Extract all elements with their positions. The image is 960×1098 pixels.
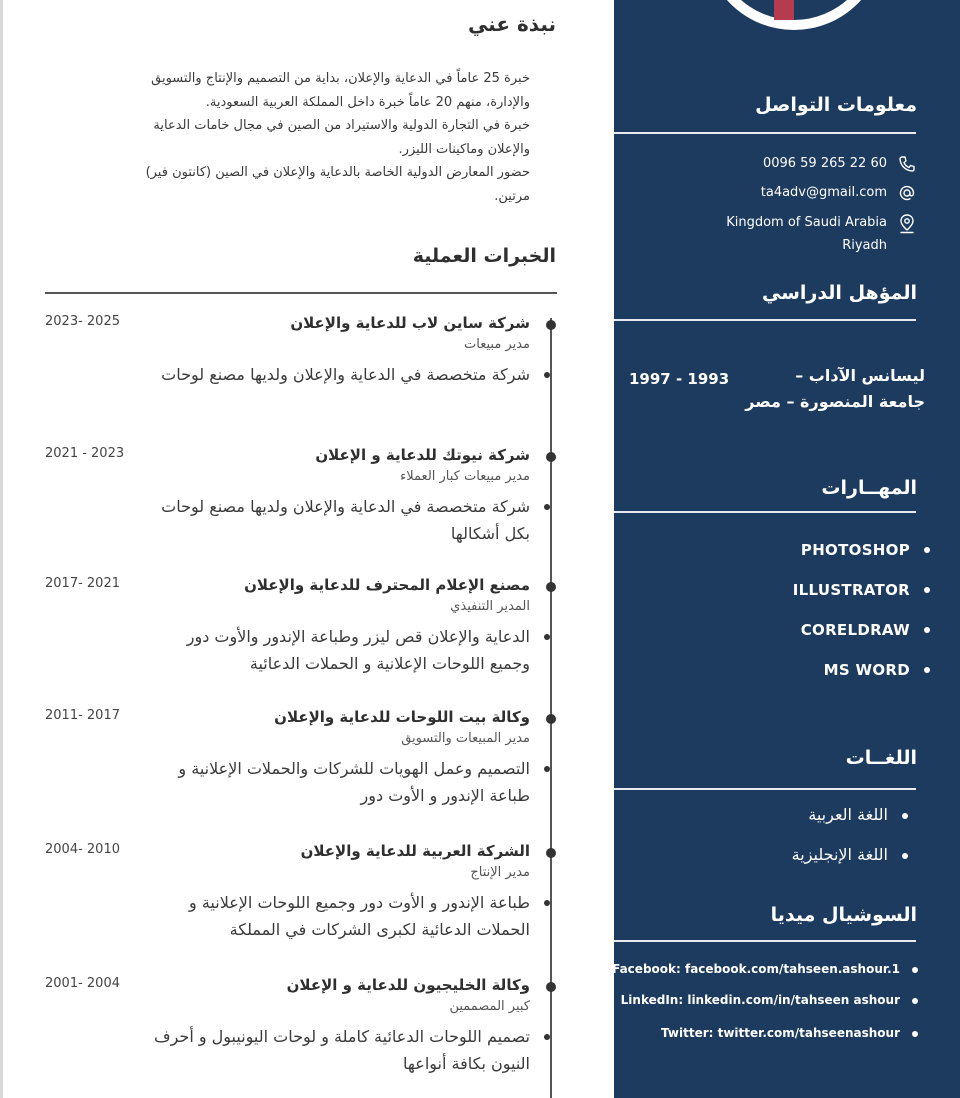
languages-divider	[614, 788, 916, 790]
job-description	[60, 361, 530, 388]
skill-label: MS WORD	[823, 661, 910, 679]
job-description	[60, 755, 530, 809]
about-line: حضور المعارض الدولية الخاصة بالدعاية والإعلان في الصين (كانتون فير)	[145, 165, 530, 180]
education-line: ليسانس الآداب –	[795, 366, 925, 385]
bullet-dot	[544, 1034, 550, 1040]
contact-email-text: ta4adv@gmail.com	[760, 185, 887, 200]
job-period: 2017- 2021	[45, 576, 120, 591]
timeline-dot	[546, 452, 556, 462]
job-company: مصنع الإعلام المحترف للدعاية والإعلان	[244, 576, 530, 594]
job-role: مدير مبيعات كبار العملاء	[400, 469, 530, 484]
job-description	[60, 1023, 530, 1077]
job-description-line: الحملات الدعائية لكبرى الشركات في المملكة	[229, 920, 530, 939]
skill-label: CORELDRAW	[800, 621, 910, 639]
about-line: والإعلان وماكينات الليزر.	[398, 141, 530, 157]
contact-address-line1: Kingdom of Saudi Arabia	[726, 215, 887, 230]
job-role: مدير مبيعات	[464, 337, 530, 352]
job-description	[60, 623, 530, 677]
skill-item	[801, 541, 910, 559]
social-label: LinkedIn: linkedin.com/in/tahseen ashour	[620, 993, 900, 1007]
job-description-line: الدعاية والإعلان قص ليزر وطباعة الإندور والأوت دور	[186, 627, 530, 646]
timeline-dot	[546, 848, 556, 858]
language-label: اللغة العربية	[808, 805, 888, 824]
contact-phone-text: 0096 59 265 22 60	[762, 156, 887, 171]
job-description-line: شركة متخصصة في الدعاية والإعلان ولديها مصنع لوحات	[161, 365, 530, 384]
timeline-line	[550, 318, 552, 1098]
social-label: Twitter: twitter.com/tahseenashour	[661, 1026, 900, 1040]
experience-title: الخبرات العملية	[412, 245, 556, 267]
skill-label: PHOTOSHOP	[800, 541, 910, 559]
bullet-dot	[924, 547, 930, 553]
job-description-line: وجميع اللوحات الإعلانية و الحملات الدعائية	[249, 654, 530, 673]
timeline-dot	[546, 982, 556, 992]
skills-divider	[614, 511, 916, 513]
phone-icon	[897, 154, 917, 174]
page-edge	[0, 0, 3, 1098]
job-description-line: طباعة الإندور و الأوت دور	[360, 786, 530, 805]
about-title: نبذة عني	[467, 12, 556, 36]
social-title: السوشيال ميديا	[770, 904, 917, 926]
job-period: 2023- 2025	[45, 314, 120, 329]
social-item-linkedin	[621, 993, 900, 1007]
timeline-dot	[546, 714, 556, 724]
about-line: والإدارة، منهم 20 عاماً خبرة داخل المملكة العربية السعودية.	[205, 94, 530, 110]
avatar-tie	[774, 0, 794, 20]
social-item-twitter	[661, 1026, 900, 1040]
job-company: وكالة بيت اللوحات للدعاية والإعلان	[274, 708, 530, 726]
job-description-line: التصميم وعمل الهويات للشركات والحملات الإعلانية و	[178, 759, 530, 778]
job-period: 2011- 2017	[45, 708, 120, 723]
contact-title: معلومات التواصل	[755, 94, 917, 116]
timeline-dot	[546, 320, 556, 330]
skill-item	[824, 661, 910, 679]
bullet-dot	[902, 853, 908, 859]
job-role: كبير المصممين	[449, 999, 530, 1014]
bullet-dot	[912, 967, 918, 973]
bullet-dot	[924, 667, 930, 673]
avatar-photo	[714, 0, 874, 20]
education-divider	[614, 319, 916, 321]
job-description	[60, 493, 530, 547]
job-company: شركة نيوتك للدعاية و الإعلان	[315, 446, 530, 464]
bullet-dot	[924, 627, 930, 633]
job-description-line: شركة متخصصة في الدعاية والإعلان ولديها مصنع لوحات	[161, 497, 530, 516]
job-role: المدير التنفيذي	[450, 599, 530, 614]
sidebar	[614, 0, 960, 1098]
job-company: الشركة العربية للدعاية والإعلان	[300, 842, 530, 860]
education-degree	[745, 363, 925, 415]
contact-address-line2: Riyadh	[842, 238, 887, 253]
at-icon	[897, 183, 917, 203]
job-description-line: النيون بكافة أنواعها	[403, 1054, 530, 1073]
job-role: مدير الإنتاج	[470, 865, 530, 880]
language-item	[792, 845, 888, 864]
education-line: جامعة المنصورة – مصر	[745, 392, 925, 411]
job-company: وكالة الخليجيون للدعاية و الإعلان	[286, 976, 530, 994]
skill-item	[801, 621, 910, 639]
bullet-dot	[544, 900, 550, 906]
language-label: اللغة الإنجليزية	[791, 845, 888, 864]
education-period: 1997 - 1993	[629, 370, 730, 388]
education-title: المؤهل الدراسي	[761, 282, 917, 304]
social-divider	[614, 940, 916, 942]
job-role: مدير المبيعات والتسويق	[401, 731, 530, 746]
job-description	[60, 889, 530, 943]
skill-label: ILLUSTRATOR	[792, 581, 910, 599]
location-pin-icon	[897, 213, 917, 235]
about-text	[30, 67, 530, 208]
bullet-dot	[544, 504, 550, 510]
about-line: مرتين.	[494, 188, 530, 204]
about-line: خبرة في التجارة الدولية والاستيراد من الصين في مجال خامات الدعاية	[153, 118, 530, 133]
job-description-line: طباعة الإندور و الأوت دور وجميع اللوحات الإعلانية و	[189, 893, 530, 912]
contact-divider	[614, 132, 916, 134]
timeline-dot	[546, 582, 556, 592]
skill-item	[793, 581, 910, 599]
bullet-dot	[924, 587, 930, 593]
job-period: 2001- 2004	[45, 976, 120, 991]
social-label: Facebook: facebook.com/tahseen.ashour.1	[612, 962, 900, 976]
job-period: 2021 - 2023	[45, 446, 125, 461]
bullet-dot	[902, 813, 908, 819]
skills-title: المهــارات	[821, 477, 917, 499]
bullet-dot	[544, 372, 550, 378]
about-line: خبرة 25 عاماً في الدعاية والإعلان، بداية من التصميم والإنتاج والتسويق	[151, 71, 530, 86]
experience-divider	[45, 292, 557, 294]
bullet-dot	[912, 998, 918, 1004]
bullet-dot	[544, 766, 550, 772]
bullet-dot	[912, 1031, 918, 1037]
language-item	[808, 805, 888, 824]
job-company: شركة ساين لاب للدعاية والإعلان	[290, 314, 530, 332]
languages-title: اللغــات	[845, 747, 917, 769]
job-period: 2004- 2010	[45, 842, 120, 857]
avatar	[704, 0, 884, 30]
job-description-line: بكل أشكالها	[450, 524, 530, 543]
bullet-dot	[544, 634, 550, 640]
social-item-facebook	[612, 962, 900, 976]
job-description-line: تصميم اللوحات الدعائية كاملة و لوحات اليونيبول و أحرف	[154, 1027, 530, 1046]
